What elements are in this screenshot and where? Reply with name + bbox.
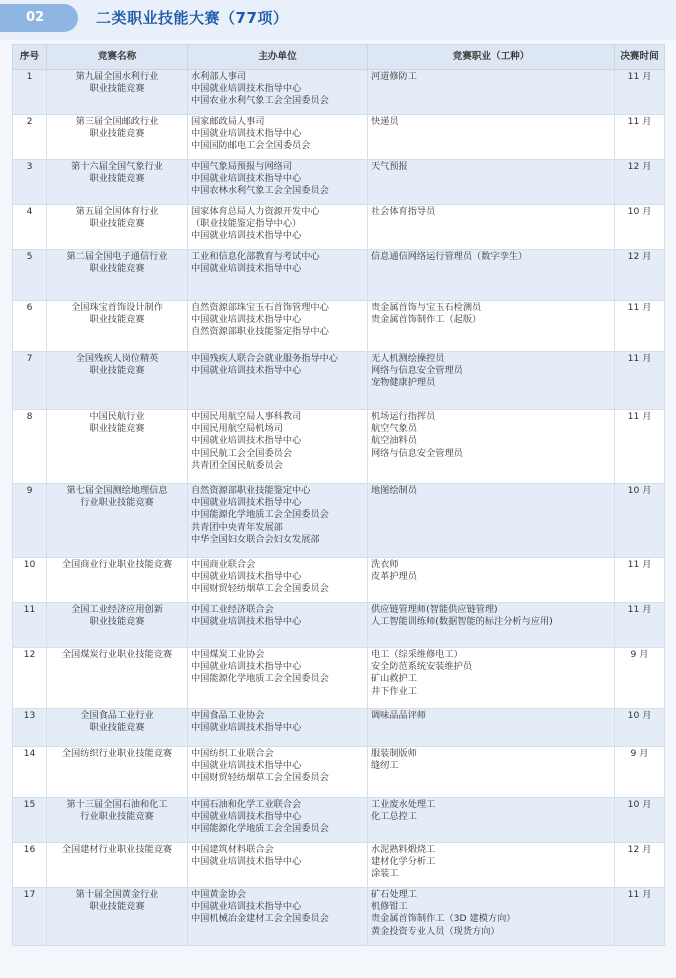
header-organizer: 主办单位 bbox=[188, 45, 368, 70]
cell-name bbox=[47, 747, 188, 798]
table-header-row bbox=[13, 45, 665, 70]
cell-final-time: 9 月 bbox=[615, 747, 665, 798]
cell-jobs bbox=[368, 484, 615, 558]
cell-organizer-line: 中国就业培训技术指导中心 bbox=[191, 760, 302, 772]
cell-name-line: 职业技能竞赛 bbox=[89, 128, 145, 140]
cell-organizer bbox=[188, 843, 368, 888]
cell-name-line: 第二届全国电子通信行业 bbox=[66, 251, 168, 262]
cell-organizer bbox=[188, 558, 368, 603]
cell-organizer-line: 中国就业培训技术指导中心 bbox=[191, 230, 302, 242]
cell-jobs-line: 黄金投资专业人员（现货方向） bbox=[371, 925, 500, 937]
cell-jobs-line: 地图绘制员 bbox=[371, 485, 417, 496]
header-no: 序号 bbox=[13, 45, 47, 70]
cell-organizer-line: （职业技能鉴定指导中心） bbox=[191, 218, 302, 230]
cell-organizer-line: 共青团中央青年发展部 bbox=[191, 521, 283, 533]
cell-organizer-line: 中国就业培训技术指导中心 bbox=[191, 173, 302, 185]
table-row bbox=[13, 747, 665, 798]
cell-organizer-line: 中国就业培训技术指导中心 bbox=[191, 571, 302, 583]
cell-jobs-line: 贵金属首饰制作工（3D 建模方向） bbox=[371, 913, 516, 925]
table-row bbox=[13, 352, 665, 410]
cell-no: 2 bbox=[13, 115, 47, 160]
cell-organizer bbox=[188, 648, 368, 709]
cell-final-time: 10 月 bbox=[615, 798, 665, 843]
cell-name-line: 全国建材行业职业技能竞赛 bbox=[61, 844, 173, 855]
cell-organizer-line: 共青团全国民航委员会 bbox=[191, 459, 283, 471]
cell-no: 14 bbox=[13, 747, 47, 798]
cell-name-line: 全国食品工业行业 bbox=[80, 710, 154, 721]
cell-jobs-line: 社会体育指导员 bbox=[371, 206, 436, 217]
cell-name-line: 职业技能竞赛 bbox=[89, 83, 145, 95]
cell-name bbox=[47, 115, 188, 160]
table-row bbox=[13, 484, 665, 558]
cell-jobs-line: 矿石处理工 bbox=[371, 889, 417, 900]
cell-name-line: 行业职业技能竞赛 bbox=[80, 811, 154, 823]
cell-name bbox=[47, 301, 188, 352]
cell-name-line: 职业技能竞赛 bbox=[89, 263, 145, 275]
cell-name-line: 第十三届全国石油和化工 bbox=[66, 799, 168, 810]
table-row bbox=[13, 843, 665, 888]
cell-organizer-line: 国家邮政局人事司 bbox=[191, 116, 265, 127]
cell-jobs-line: 涂装工 bbox=[371, 868, 399, 880]
cell-jobs-line: 供应链管理师(智能供应链管理) bbox=[371, 604, 498, 615]
table-row bbox=[13, 603, 665, 648]
cell-name-line: 第五届全国体育行业 bbox=[75, 206, 159, 217]
cell-no: 10 bbox=[13, 558, 47, 603]
cell-organizer-line: 中国煤炭工业协会 bbox=[191, 649, 265, 660]
table-row bbox=[13, 410, 665, 484]
cell-organizer-line: 中国就业培训技术指导中心 bbox=[191, 722, 302, 734]
cell-jobs-line: 化工总控工 bbox=[371, 811, 417, 823]
cell-jobs bbox=[368, 888, 615, 946]
cell-final-time: 9 月 bbox=[615, 648, 665, 709]
table-row bbox=[13, 709, 665, 747]
cell-organizer bbox=[188, 747, 368, 798]
header-jobs: 竞赛职业（工种） bbox=[368, 45, 615, 70]
cell-no: 9 bbox=[13, 484, 47, 558]
table-row bbox=[13, 70, 665, 115]
cell-jobs-line: 人工智能训练师(数据智能的标注分析与应用) bbox=[371, 616, 553, 628]
cell-jobs bbox=[368, 115, 615, 160]
cell-no: 3 bbox=[13, 160, 47, 205]
cell-final-time: 11 月 bbox=[615, 352, 665, 410]
cell-no: 13 bbox=[13, 709, 47, 747]
cell-organizer-line: 国家体育总局人力资源开发中心 bbox=[191, 206, 320, 217]
header-final-time: 决赛时间 bbox=[615, 45, 665, 70]
cell-name-line: 全国珠宝首饰设计制作 bbox=[71, 302, 163, 313]
cell-organizer bbox=[188, 352, 368, 410]
table-row bbox=[13, 250, 665, 301]
cell-no: 11 bbox=[13, 603, 47, 648]
table-container bbox=[12, 44, 664, 946]
cell-name-line: 全国煤炭行业职业技能竞赛 bbox=[61, 649, 173, 660]
cell-jobs bbox=[368, 747, 615, 798]
table-row bbox=[13, 558, 665, 603]
cell-jobs-line: 天气预报 bbox=[371, 161, 408, 172]
cell-organizer-line: 中国就业培训技术指导中心 bbox=[191, 128, 302, 140]
cell-name bbox=[47, 843, 188, 888]
cell-jobs bbox=[368, 410, 615, 484]
table-body bbox=[13, 70, 665, 946]
cell-organizer-line: 中国农林水利气象工会全国委员会 bbox=[191, 185, 329, 197]
cell-jobs-line: 洗衣师 bbox=[371, 559, 399, 570]
cell-jobs-line: 机场运行指挥员 bbox=[371, 411, 436, 422]
cell-no: 4 bbox=[13, 205, 47, 250]
cell-jobs-line: 矿山救护工 bbox=[371, 673, 417, 685]
cell-jobs-line: 快递员 bbox=[371, 116, 399, 127]
cell-no: 7 bbox=[13, 352, 47, 410]
cell-name-line: 职业技能竞赛 bbox=[89, 722, 145, 734]
cell-jobs-line: 井下作业工 bbox=[371, 685, 417, 697]
cell-name-line: 职业技能竞赛 bbox=[89, 173, 145, 185]
cell-jobs bbox=[368, 709, 615, 747]
cell-organizer-line: 中国建筑材料联合会 bbox=[191, 844, 274, 855]
cell-no: 16 bbox=[13, 843, 47, 888]
cell-organizer-line: 中国残疾人联合会就业服务指导中心 bbox=[191, 353, 338, 364]
cell-name bbox=[47, 558, 188, 603]
cell-organizer-line: 中国就业培训技术指导中心 bbox=[191, 365, 302, 377]
cell-name-line: 全国残疾人岗位精英 bbox=[75, 353, 159, 364]
cell-name bbox=[47, 410, 188, 484]
cell-name-line: 职业技能竞赛 bbox=[89, 616, 145, 628]
cell-name bbox=[47, 484, 188, 558]
cell-jobs bbox=[368, 798, 615, 843]
cell-jobs-line: 水泥熟料煅烧工 bbox=[371, 844, 436, 855]
cell-jobs-line: 航空油料员 bbox=[371, 435, 417, 447]
cell-final-time: 11 月 bbox=[615, 603, 665, 648]
table-row bbox=[13, 648, 665, 709]
cell-organizer-line: 中国就业培训技术指导中心 bbox=[191, 616, 302, 628]
cell-organizer-line: 中国就业培训技术指导中心 bbox=[191, 661, 302, 673]
cell-organizer-line: 水利部人事司 bbox=[191, 71, 247, 82]
cell-name-line: 职业技能竞赛 bbox=[89, 365, 145, 377]
cell-jobs-line: 安全防范系统安装维护员 bbox=[371, 661, 473, 673]
cell-organizer bbox=[188, 484, 368, 558]
cell-organizer-line: 中国能源化学地质工会全国委员会 bbox=[191, 673, 329, 685]
cell-no: 8 bbox=[13, 410, 47, 484]
cell-organizer-line: 自然资源部职业技能鉴定中心 bbox=[191, 485, 311, 496]
cell-jobs-line: 工业废水处理工 bbox=[371, 799, 436, 810]
cell-name-line: 职业技能竞赛 bbox=[89, 314, 145, 326]
cell-jobs bbox=[368, 352, 615, 410]
cell-name-line: 第十届全国黄金行业 bbox=[75, 889, 159, 900]
table-row bbox=[13, 115, 665, 160]
cell-no: 15 bbox=[13, 798, 47, 843]
cell-organizer-line: 中国黄金协会 bbox=[191, 889, 247, 900]
cell-jobs-line: 信息通信网络运行管理员（数字孪生） bbox=[371, 251, 528, 262]
table-row bbox=[13, 301, 665, 352]
cell-organizer-line: 工业和信息化部教育与考试中心 bbox=[191, 251, 320, 262]
section-title: 二类职业技能大赛（77项） bbox=[96, 9, 289, 27]
competition-table bbox=[12, 44, 665, 946]
cell-organizer-line: 中国工业经济联合会 bbox=[191, 604, 274, 615]
cell-name-line: 职业技能竞赛 bbox=[89, 218, 145, 230]
cell-name-line: 全国工业经济应用创新 bbox=[71, 604, 163, 615]
cell-name-line: 第十六届全国气象行业 bbox=[71, 161, 163, 172]
cell-name bbox=[47, 352, 188, 410]
table-row bbox=[13, 205, 665, 250]
cell-jobs bbox=[368, 205, 615, 250]
cell-organizer bbox=[188, 798, 368, 843]
cell-organizer-line: 中国气象局预报与网络司 bbox=[191, 161, 293, 172]
table-row bbox=[13, 160, 665, 205]
cell-final-time: 12 月 bbox=[615, 250, 665, 301]
cell-organizer-line: 中国就业培训技术指导中心 bbox=[191, 314, 302, 326]
cell-organizer-line: 中国国防邮电工会全国委员会 bbox=[191, 140, 311, 152]
cell-name bbox=[47, 709, 188, 747]
cell-name-line: 职业技能竞赛 bbox=[89, 901, 145, 913]
cell-organizer bbox=[188, 603, 368, 648]
cell-name-line: 职业技能竞赛 bbox=[89, 423, 145, 435]
cell-organizer-line: 中国石油和化学工业联合会 bbox=[191, 799, 302, 810]
cell-jobs-line: 贵金属首饰与宝玉石检测员 bbox=[371, 302, 482, 313]
cell-name bbox=[47, 603, 188, 648]
cell-organizer-line: 中国就业培训技术指导中心 bbox=[191, 811, 302, 823]
cell-final-time: 11 月 bbox=[615, 115, 665, 160]
cell-final-time: 10 月 bbox=[615, 709, 665, 747]
cell-organizer bbox=[188, 301, 368, 352]
cell-organizer-line: 中国能源化学地质工会全国委员会 bbox=[191, 823, 329, 835]
cell-organizer-line: 中国食品工业协会 bbox=[191, 710, 265, 721]
table-row bbox=[13, 798, 665, 843]
cell-organizer bbox=[188, 115, 368, 160]
cell-organizer-line: 自然资源部职业技能鉴定指导中心 bbox=[191, 326, 329, 338]
cell-name-line: 中国民航行业 bbox=[89, 411, 145, 422]
cell-jobs-line: 服装制版师 bbox=[371, 748, 417, 759]
cell-jobs-line: 网络与信息安全管理员 bbox=[371, 365, 463, 377]
cell-final-time: 11 月 bbox=[615, 410, 665, 484]
cell-organizer-line: 中国能源化学地质工会全国委员会 bbox=[191, 509, 329, 521]
cell-name-line: 全国纺织行业职业技能竞赛 bbox=[61, 748, 173, 759]
cell-final-time: 12 月 bbox=[615, 843, 665, 888]
cell-no: 5 bbox=[13, 250, 47, 301]
cell-name-line: 第三届全国邮政行业 bbox=[75, 116, 159, 127]
cell-final-time: 10 月 bbox=[615, 205, 665, 250]
cell-organizer-line: 自然资源部珠宝玉石首饰管理中心 bbox=[191, 302, 329, 313]
cell-final-time: 11 月 bbox=[615, 558, 665, 603]
cell-final-time: 12 月 bbox=[615, 160, 665, 205]
cell-jobs-line: 机修钳工 bbox=[371, 901, 408, 913]
section-number-badge: 02 bbox=[0, 4, 78, 32]
cell-name bbox=[47, 160, 188, 205]
cell-name-line: 行业职业技能竞赛 bbox=[80, 497, 154, 509]
cell-organizer bbox=[188, 709, 368, 747]
cell-jobs-line: 调味品品评师 bbox=[371, 710, 427, 721]
header-name: 竞赛名称 bbox=[47, 45, 188, 70]
cell-jobs-line: 电工（综采维修电工） bbox=[371, 649, 463, 660]
cell-jobs-line: 航空气象员 bbox=[371, 423, 417, 435]
cell-name bbox=[47, 888, 188, 946]
cell-jobs bbox=[368, 843, 615, 888]
table-row bbox=[13, 888, 665, 946]
cell-organizer-line: 中国就业培训技术指导中心 bbox=[191, 83, 302, 95]
cell-organizer bbox=[188, 160, 368, 205]
cell-organizer-line: 中国民航工会全国委员会 bbox=[191, 447, 293, 459]
cell-jobs-line: 宠物健康护理员 bbox=[371, 377, 436, 389]
cell-organizer-line: 中国民用航空局人事科教司 bbox=[191, 411, 302, 422]
cell-organizer bbox=[188, 410, 368, 484]
cell-organizer-line: 中国财贸轻纺烟草工会全国委员会 bbox=[191, 583, 329, 595]
cell-jobs bbox=[368, 301, 615, 352]
cell-jobs bbox=[368, 603, 615, 648]
cell-organizer bbox=[188, 250, 368, 301]
cell-organizer-line: 中国农业水利气象工会全国委员会 bbox=[191, 95, 329, 107]
cell-final-time: 11 月 bbox=[615, 70, 665, 115]
cell-organizer-line: 中国就业培训技术指导中心 bbox=[191, 435, 302, 447]
cell-jobs bbox=[368, 250, 615, 301]
cell-organizer-line: 中华全国妇女联合会妇女发展部 bbox=[191, 533, 320, 545]
cell-name bbox=[47, 648, 188, 709]
cell-organizer bbox=[188, 205, 368, 250]
cell-jobs-line: 河道修防工 bbox=[371, 71, 417, 82]
cell-jobs bbox=[368, 160, 615, 205]
cell-name-line: 第七届全国测绘地理信息 bbox=[66, 485, 168, 496]
cell-organizer-line: 中国就业培训技术指导中心 bbox=[191, 901, 302, 913]
cell-jobs-line: 贵金属首饰制作工（起版） bbox=[371, 314, 482, 326]
cell-name bbox=[47, 250, 188, 301]
cell-no: 6 bbox=[13, 301, 47, 352]
cell-name bbox=[47, 70, 188, 115]
cell-jobs-line: 网络与信息安全管理员 bbox=[371, 447, 463, 459]
cell-name-line: 第九届全国水利行业 bbox=[75, 71, 159, 82]
cell-no: 17 bbox=[13, 888, 47, 946]
cell-jobs bbox=[368, 558, 615, 603]
cell-name bbox=[47, 205, 188, 250]
cell-organizer-line: 中国纺织工业联合会 bbox=[191, 748, 274, 759]
cell-organizer-line: 中国就业培训技术指导中心 bbox=[191, 856, 302, 868]
cell-jobs-line: 无人机测绘操控员 bbox=[371, 353, 445, 364]
cell-final-time: 10 月 bbox=[615, 484, 665, 558]
cell-jobs bbox=[368, 648, 615, 709]
cell-no: 1 bbox=[13, 70, 47, 115]
cell-organizer-line: 中国商业联合会 bbox=[191, 559, 256, 570]
cell-jobs bbox=[368, 70, 615, 115]
cell-final-time: 11 月 bbox=[615, 888, 665, 946]
cell-organizer-line: 中国财贸轻纺烟草工会全国委员会 bbox=[191, 772, 329, 784]
cell-final-time: 11 月 bbox=[615, 301, 665, 352]
cell-jobs-line: 缝纫工 bbox=[371, 760, 399, 772]
cell-organizer-line: 中国就业培训技术指导中心 bbox=[191, 497, 302, 509]
cell-name bbox=[47, 798, 188, 843]
section-header bbox=[0, 0, 676, 40]
cell-organizer-line: 中国机械冶金建材工会全国委员会 bbox=[191, 913, 329, 925]
cell-organizer bbox=[188, 70, 368, 115]
cell-name-line: 全国商业行业职业技能竞赛 bbox=[61, 559, 173, 570]
cell-organizer-line: 中国就业培训技术指导中心 bbox=[191, 263, 302, 275]
cell-jobs-line: 建材化学分析工 bbox=[371, 856, 436, 868]
cell-organizer-line: 中国民用航空局机场司 bbox=[191, 423, 283, 435]
cell-jobs-line: 皮革护理员 bbox=[371, 571, 417, 583]
cell-no: 12 bbox=[13, 648, 47, 709]
cell-organizer bbox=[188, 888, 368, 946]
